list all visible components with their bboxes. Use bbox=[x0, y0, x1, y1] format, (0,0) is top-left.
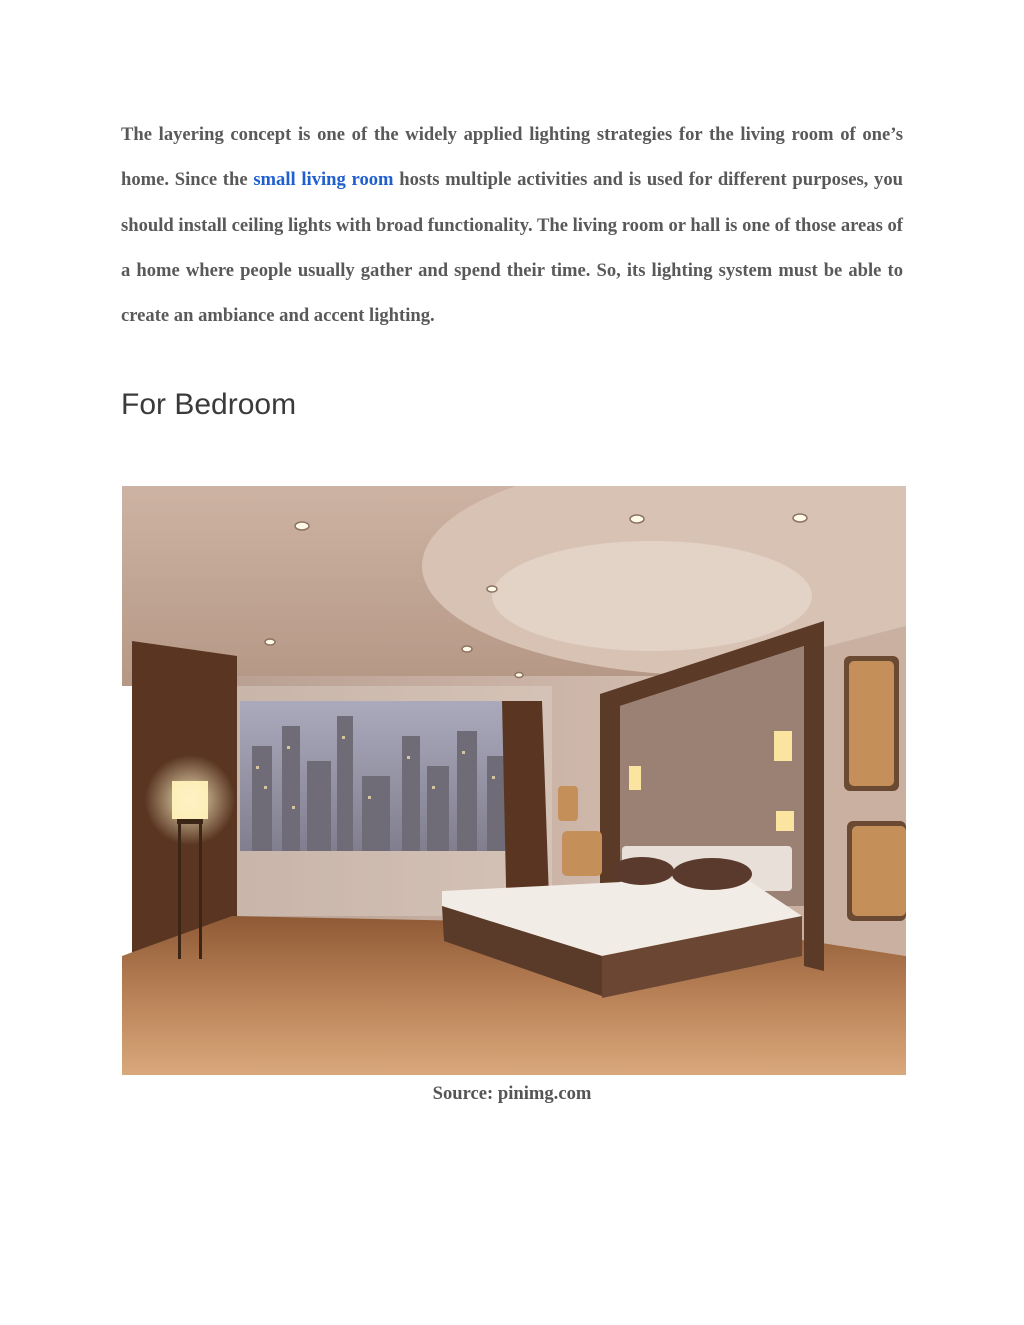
body-paragraph bbox=[121, 112, 903, 338]
paragraph-text-end: hosts multiple activities and is used for different purposes, you should install ceiling lights with broad functionality. The living room or hall is one of those areas of a home where people usually gather and spend their time. So, its lighting system must be able to create an ambiance and accent lighting. bbox=[121, 169, 903, 327]
small-living-room-link[interactable]: small living room bbox=[253, 169, 394, 191]
image-caption: Source: pinimg.com bbox=[432, 1083, 592, 1104]
paragraph-text-start: The layering concept is one of the widely applied lighting strategies for the living room of one’s home. Since the bbox=[121, 124, 903, 191]
bedroom-photo bbox=[122, 486, 906, 1075]
section-heading: For Bedroom bbox=[121, 388, 297, 421]
